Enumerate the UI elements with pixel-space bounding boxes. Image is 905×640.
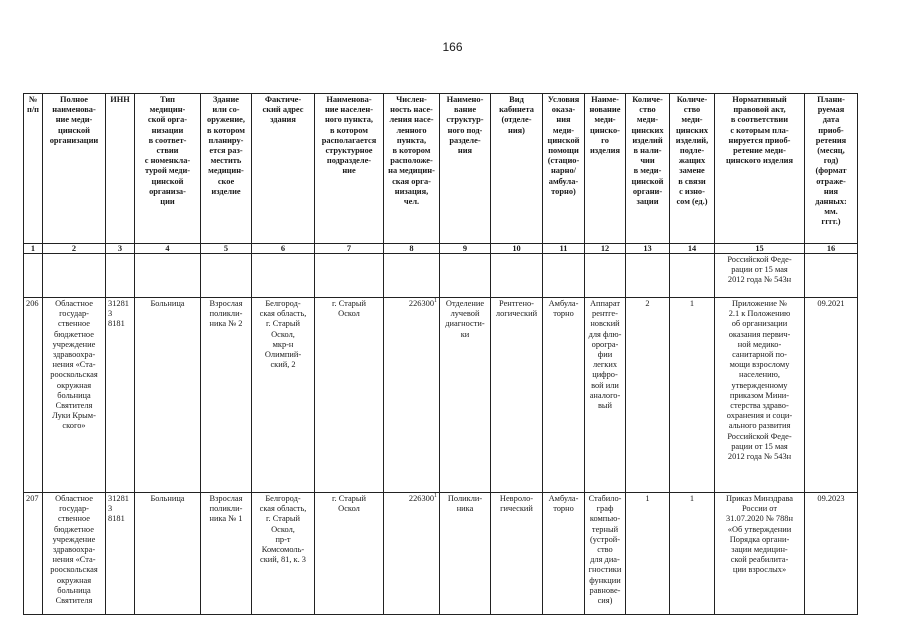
header-row (24, 94, 858, 244)
col-header-locality: Наименова- ние населен- ного пункта, в котором располагается структурное подразделе- ние (315, 94, 384, 244)
col-number: 2 (43, 244, 106, 254)
table-row (24, 298, 858, 493)
org-type-cell: Больница (135, 298, 201, 493)
col-number: 16 (805, 244, 858, 254)
col-number: 1 (24, 244, 43, 254)
footnote-mark: 1 (434, 298, 437, 305)
population-cell: 226300$^1$ (384, 298, 440, 493)
subdivision-cell: Поликли- ника (440, 493, 491, 615)
subdivision-cell: Отделение лучевой диагности- ки (440, 298, 491, 493)
footnote-mark: 1 (434, 493, 437, 500)
equipment-registry-table (23, 93, 858, 615)
qty-available-cell: 2 (626, 298, 670, 493)
org-type-cell: Больница (135, 493, 201, 615)
table-row (24, 493, 858, 615)
col-header-num: № п/п (24, 94, 43, 244)
col-header-qty-available: Количе- ство меди- цинских изделий в нали- чии в меди- цинской органи- зации (626, 94, 670, 244)
page-number: 166 (442, 40, 463, 54)
col-number: 7 (315, 244, 384, 254)
row-number: 207 (24, 493, 43, 615)
col-header-qty-replace: Количе- ство меди- цинских изделий, подле- жащих замене в связи с изно- сом (ед.) (670, 94, 715, 244)
col-number: 10 (491, 244, 543, 254)
building-cell: Взрослая поликли- ника № 1 (201, 493, 252, 615)
cabinet-cell: Невроло- гический (491, 493, 543, 615)
col-number: 15 (715, 244, 805, 254)
col-header-device: Наиме- нование меди- цинско- го изделия (585, 94, 626, 244)
qty-replace-cell: 1 (670, 493, 715, 615)
legal-act-cell: Приказ Минздрава России от 31.07.2020 № 788н «Об утверждении Порядка органи- зации медицин- ской реабилита- ции взрослых» (715, 493, 805, 615)
col-header-org-type: Тип медицин- ской орга- низации в соответ- ствии с номенкла- турой меди- цинской организа- ции (135, 94, 201, 244)
legal-act-cell: Российской Феде- рации от 15 мая 2012 года № 543н (715, 254, 805, 298)
col-header-subdivision: Наимено- вание структур- ного под- разделе- ния (440, 94, 491, 244)
col-number: 13 (626, 244, 670, 254)
col-number: 11 (543, 244, 585, 254)
conditions-cell: Амбула- торно (543, 493, 585, 615)
col-header-legal-act: Нормативный правовой акт, в соответствии с которым пла- нируется приоб- ретение меди- цинского изделия (715, 94, 805, 244)
col-number: 6 (252, 244, 315, 254)
col-header-inn: ИНН (106, 94, 135, 244)
building-cell: Взрослая поликли- ника № 2 (201, 298, 252, 493)
inn-cell: 312813 8181 (106, 298, 135, 493)
address-cell: Белгород- ская область, г. Старый Оскол, мкр-н Олимпий- ский, 2 (252, 298, 315, 493)
col-number: 5 (201, 244, 252, 254)
locality-cell: г. Старый Оскол (315, 298, 384, 493)
col-number: 3 (106, 244, 135, 254)
col-header-address: Фактиче- ский адрес здания (252, 94, 315, 244)
col-number: 14 (670, 244, 715, 254)
device-cell: Стабило- граф компью- терный (устрой- ство для диа- гностики функции равнове- сия) (585, 493, 626, 615)
cabinet-cell: Рентгено- логический (491, 298, 543, 493)
qty-available-cell: 1 (626, 493, 670, 615)
qty-replace-cell: 1 (670, 298, 715, 493)
col-header-population: Числен- ность насе- ления насе- ленного пункта, в котором расположе- на медицин- ская орга- низация, чел. (384, 94, 440, 244)
inn-cell: 312813 8181 (106, 493, 135, 615)
org-name-cell: Областное государ- ственное бюджетное учреждение здравоохра- нения «Ста- рооскольская окружная больница Святителя Луки Крым- ского» (43, 298, 106, 493)
population-cell: 226300$^1$ (384, 493, 440, 615)
col-header-cabinet: Вид кабинета (отделе- ния) (491, 94, 543, 244)
continuation-row (24, 254, 858, 298)
col-number: 8 (384, 244, 440, 254)
device-cell: Аппарат рентге- новский для флю- орогра- фии легких цифро- вой или аналого- вый (585, 298, 626, 493)
org-name-cell: Областное государ- ственное бюджетное учреждение здравоохра- нения «Ста- рооскольская окружная больница Святителя (43, 493, 106, 615)
address-cell: Белгород- ская область, г. Старый Оскол, пр-т Комсомоль- ский, 81, к. 3 (252, 493, 315, 615)
col-number: 9 (440, 244, 491, 254)
col-header-building: Здание или со- оружение, в котором планиру- ется раз- местить медицин- ское изделие (201, 94, 252, 244)
col-number: 12 (585, 244, 626, 254)
col-header-conditions: Условия оказа- ния меди- цинской помощи (стацио- нарно/ амбула- торно) (543, 94, 585, 244)
col-header-date: Плани- руемая дата приоб- ретения (месяц, год) (формат отраже- ния данных: мм. гггг.) (805, 94, 858, 244)
date-cell: 09.2021 (805, 298, 858, 493)
column-number-row (24, 244, 858, 254)
col-header-org-name: Полное наименова- ние меди- цинской организации (43, 94, 106, 244)
legal-act-cell: Приложение № 2.1 к Положению об организации оказания первич- ной медико- санитарной по- мощи взрослому населению, утвержденному приказом Мини- стерства здраво- охранения и соци- ального развития Российской Феде- рации от 15 мая 2012 года № 543н (715, 298, 805, 493)
row-number: 206 (24, 298, 43, 493)
conditions-cell: Амбула- торно (543, 298, 585, 493)
col-number: 4 (135, 244, 201, 254)
date-cell: 09.2023 (805, 493, 858, 615)
locality-cell: г. Старый Оскол (315, 493, 384, 615)
